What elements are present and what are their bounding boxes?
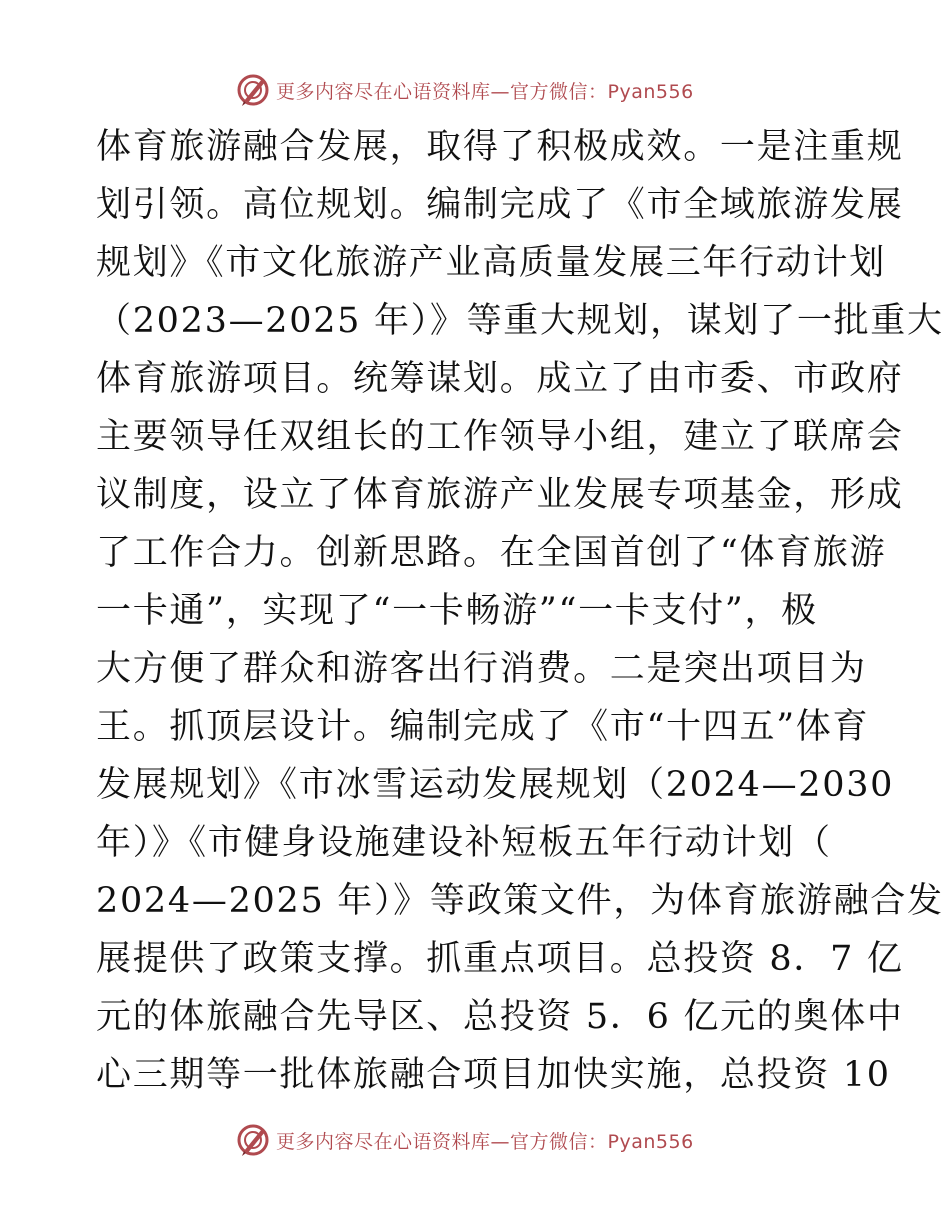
body-line: 议制度，设立了体育旅游产业发展专项基金，形成 [96, 475, 904, 515]
body-line: 年）》《市健身设施建设补短板五年行动计划（ [96, 823, 832, 863]
watermark-text: 更多内容尽在心语资料库—官方微信：Pyan556 [276, 80, 694, 103]
body-line: 主要领导任双组长的工作领导小组，建立了联席会 [96, 417, 904, 457]
body-line: 规划》《市文化旅游产业高质量发展三年行动计划 [96, 243, 886, 283]
header-watermark [236, 72, 694, 108]
body-line: 大方便了群众和游客出行消费。二是突出项目为 [96, 649, 867, 689]
body-line: 体育旅游项目。统筹谋划。成立了由市委、市政府 [96, 359, 904, 399]
body-line: 元的体旅融合先导区、总投资 5．6 亿元的奥体中 [96, 997, 904, 1037]
body-line: 2024—2025 年）》等政策文件，为体育旅游融合发 [96, 881, 944, 921]
footer-watermark [236, 1122, 694, 1158]
pen-logo-icon [236, 73, 270, 107]
pen-logo-icon [236, 1123, 270, 1157]
body-line: 心三期等一批体旅融合项目加快实施，总投资 10 [96, 1055, 891, 1095]
body-line: 王。抓顶层设计。编制完成了《市“十四五”体育 [96, 707, 870, 747]
body-line: 一卡通”，实现了“一卡畅游”“一卡支付”，极 [96, 591, 818, 631]
body-line: （2023—2025 年）》等重大规划，谋划了一批重大 [96, 301, 944, 341]
watermark-text: 更多内容尽在心语资料库—官方微信：Pyan556 [276, 1130, 694, 1153]
body-line: 了工作合力。创新思路。在全国首创了“体育旅游 [96, 533, 887, 573]
body-line: 体育旅游融合发展，取得了积极成效。一是注重规 [96, 127, 904, 167]
body-line: 发展规划》《市冰雪运动发展规划（2024—2030 [96, 765, 895, 805]
document-body [96, 118, 944, 1104]
body-line: 展提供了政策支撑。抓重点项目。总投资 8．7 亿 [96, 939, 904, 979]
body-line: 划引领。高位规划。编制完成了《市全域旅游发展 [96, 185, 904, 225]
